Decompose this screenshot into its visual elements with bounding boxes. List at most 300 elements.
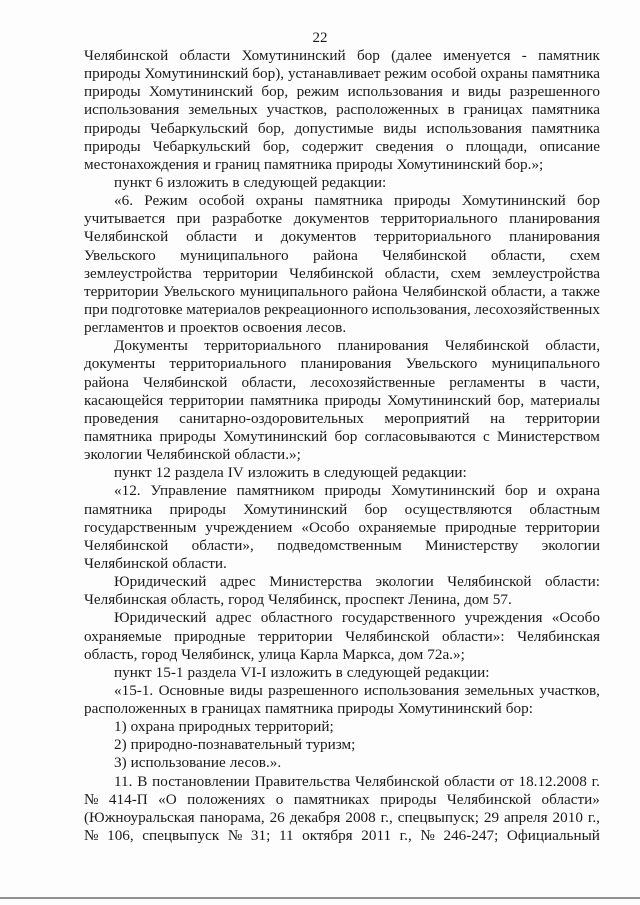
text-line [84, 410, 600, 428]
text-line [84, 283, 600, 301]
word: Управление [150, 482, 227, 500]
word: подведомственным [277, 536, 402, 554]
word: Хомутининский [241, 47, 346, 64]
word: туризм; [306, 736, 356, 754]
word: Юридический [114, 573, 207, 591]
word: документы [84, 355, 156, 373]
word: Челябинской [355, 772, 440, 790]
word: экологии [84, 446, 143, 464]
word: материалы [530, 391, 600, 409]
word: В [137, 772, 148, 790]
word: участков, [539, 681, 600, 699]
word: природы [337, 700, 394, 718]
word: осуществляются [404, 500, 513, 518]
word: Хомутининский [387, 391, 492, 409]
word: природы [159, 427, 216, 445]
word: части, [560, 373, 600, 391]
word: планирования [337, 337, 429, 355]
word: учреждением [205, 518, 293, 536]
word: природы [324, 482, 382, 500]
word: виды [383, 119, 417, 137]
word: разрешенного [509, 83, 600, 101]
text-line [84, 628, 600, 646]
word: (далее [391, 47, 432, 64]
word: использования [363, 681, 460, 699]
word: и [167, 319, 176, 337]
text-line [84, 265, 600, 283]
word: района [352, 282, 398, 300]
word: Чебаркульский [152, 137, 251, 155]
word: Документы [114, 337, 188, 355]
word: области», [191, 536, 254, 554]
word: дом [464, 591, 489, 609]
word: освоения [242, 319, 303, 337]
word: проспект [345, 591, 405, 609]
text-line [84, 827, 600, 845]
word: содержит [301, 137, 364, 155]
word: Хомутининский [243, 500, 348, 518]
word: изложить [167, 173, 229, 191]
word: город [228, 591, 265, 609]
word: редакции: [424, 663, 490, 681]
word: бор), [252, 65, 285, 83]
word: редакции: [402, 464, 467, 482]
word: схем [450, 264, 481, 282]
word: землеустройства [84, 264, 192, 282]
word: области»: [442, 627, 505, 645]
word: рекреационного [263, 300, 369, 318]
word: Хомутининский [144, 65, 249, 83]
word: область, [84, 645, 138, 663]
text-line [84, 83, 600, 101]
word: памятника [314, 192, 383, 210]
text-line [84, 210, 600, 228]
text-line [84, 319, 600, 337]
text-line [84, 65, 600, 83]
word: лесов.». [229, 754, 282, 772]
text-line [84, 773, 600, 791]
word: виды [229, 681, 263, 699]
word: области [444, 772, 495, 790]
word: г. [591, 772, 600, 790]
word: территории [169, 391, 244, 409]
word: муниципального [239, 282, 349, 300]
word: расположенных [84, 700, 187, 718]
word: лесохозяйственные [310, 373, 436, 391]
word: № [227, 827, 243, 845]
word: 72а.»; [427, 645, 465, 663]
word: область, [170, 591, 225, 609]
word: Хомутининский [396, 155, 501, 173]
word: природы [169, 500, 226, 518]
word: в [190, 700, 198, 718]
word: Хомутининский [223, 427, 328, 445]
text-line [84, 754, 600, 772]
word: изложить [270, 663, 332, 681]
word: бор [356, 47, 380, 64]
word: октября [302, 827, 353, 845]
body-text [84, 47, 600, 845]
word: пункт [114, 663, 152, 681]
word: природы [84, 65, 141, 83]
word: Челябинск, [181, 645, 255, 663]
word: Министерством [496, 427, 600, 445]
word: в [335, 663, 343, 681]
word: Челябинской [345, 627, 430, 645]
text-line [84, 809, 600, 827]
word: г., [380, 808, 393, 826]
word: 106, [107, 827, 134, 845]
word: бор [334, 427, 358, 445]
word: 414-П [108, 790, 148, 808]
word: охраны [255, 192, 304, 210]
word: 18.12.2008 [518, 772, 587, 790]
word: природы [324, 391, 382, 409]
word: и [254, 228, 263, 246]
word: адрес [219, 573, 256, 591]
text-line [84, 791, 600, 809]
word: Официальный [506, 827, 600, 845]
word: 15-1 [155, 663, 184, 681]
text-line [84, 537, 600, 555]
word: Ленина, [408, 591, 461, 609]
word: охраняемые [358, 518, 437, 536]
word: бор, [497, 391, 525, 409]
word: границ [214, 155, 260, 173]
word: бор [364, 500, 388, 518]
text-line [84, 228, 600, 246]
word: памятника [264, 700, 334, 718]
word: природы [84, 83, 141, 101]
word: экологии [541, 536, 600, 554]
word: 11 [278, 827, 294, 845]
word: бор, [257, 119, 285, 137]
word: пункт [114, 173, 152, 191]
word: 2) [114, 736, 127, 754]
word: разработке [212, 210, 283, 228]
word: земельных [188, 101, 258, 119]
word: адрес [215, 609, 252, 627]
word: местонахождения [84, 155, 199, 173]
text-line [84, 700, 600, 718]
word: документов [293, 210, 370, 228]
word: 29 [483, 808, 500, 826]
word: 1) [114, 718, 127, 736]
word: использования [84, 101, 180, 119]
text-line [84, 101, 600, 119]
word: мероприятий [384, 409, 470, 427]
word: спецвыпуск [142, 827, 220, 845]
word: Челябинской [447, 573, 532, 591]
word: Челябинской [84, 228, 169, 246]
word: области [179, 47, 231, 64]
word: режим [296, 83, 340, 101]
word: согласовываются [364, 427, 476, 445]
word: Режим [144, 192, 188, 210]
word: территории [203, 264, 278, 282]
text-line [84, 482, 600, 500]
word: спецвыпуск; [397, 808, 479, 826]
word: Маркса, [342, 645, 395, 663]
word: 2011 [361, 827, 392, 845]
word: Челябинской [146, 446, 231, 464]
text-line [84, 337, 600, 355]
text-line [84, 736, 600, 754]
text-line [84, 591, 600, 609]
word: материалов [186, 300, 261, 318]
word: памятником [236, 482, 315, 500]
word: области [186, 228, 237, 246]
word: Карла [299, 645, 339, 663]
word: Челябинской [84, 554, 169, 572]
word: положениях [187, 790, 266, 808]
word: района [84, 373, 129, 391]
word: «15-1. [114, 681, 154, 699]
word: раздела [187, 663, 237, 681]
word: - [521, 47, 527, 64]
text-line [84, 156, 600, 174]
word: 2010 [552, 808, 583, 826]
word: г., [587, 808, 600, 826]
word: IV [227, 464, 244, 482]
word: апреля [504, 808, 548, 826]
word: о [445, 137, 454, 155]
word: Челябинск, [268, 591, 342, 609]
word: учреждения [464, 609, 543, 627]
word: улица [258, 645, 296, 663]
word: «Особо [551, 609, 600, 627]
word: Челябинской [402, 282, 487, 300]
word: природы [84, 137, 141, 155]
word: и [451, 83, 460, 101]
word: от [499, 772, 514, 790]
word: Челябинская [517, 627, 600, 645]
word: землеустройства [492, 264, 600, 282]
word: Юридический [114, 609, 207, 627]
word: при [176, 210, 201, 228]
word: касающейся [84, 391, 164, 409]
word: описание [539, 137, 600, 155]
word: природы [393, 192, 451, 210]
word: муниципального [491, 355, 600, 373]
word: территориального [380, 210, 498, 228]
word: территориального [374, 228, 492, 246]
text-line [84, 355, 600, 373]
text-line [84, 646, 600, 664]
word: области. [172, 554, 227, 572]
word: (Южноуральская [84, 808, 195, 826]
page-number: 22 [312, 30, 328, 46]
word: Хомутининский [397, 700, 502, 718]
word: участков, [266, 101, 328, 119]
word: памятника [84, 500, 153, 518]
word: Челябинская [84, 591, 167, 609]
word: VI-I [240, 663, 267, 681]
word: № [84, 790, 99, 808]
text-line [84, 428, 600, 446]
text-line [84, 247, 600, 265]
word: 2008 [345, 808, 376, 826]
text-line [84, 301, 600, 319]
text-line [84, 464, 600, 482]
word: охраняемые [84, 627, 162, 645]
word: Челябинской [289, 264, 374, 282]
word: использования [426, 119, 522, 137]
word: границах [201, 700, 261, 718]
text-line [84, 718, 600, 736]
word: памятник [538, 47, 600, 64]
text-line [84, 47, 600, 65]
word: памятника [531, 101, 600, 119]
word: в [447, 101, 455, 119]
word: Министерству [425, 536, 519, 554]
word: области, [384, 264, 440, 282]
word: Челябинской [446, 790, 532, 808]
word: природно-познавательный [130, 736, 303, 754]
word: бор, [262, 137, 290, 155]
word: области» [541, 790, 600, 808]
word: границах [463, 101, 523, 119]
word: проведения [84, 409, 159, 427]
text-line [84, 519, 600, 537]
word: планирования [509, 210, 600, 228]
word: использования [347, 83, 443, 101]
word: учитывается [84, 210, 166, 228]
word: Чебаркульский [150, 119, 249, 137]
word: Увельского [405, 355, 478, 373]
word: следующей [346, 663, 421, 681]
word: памятника [250, 391, 319, 409]
word: области: [544, 573, 600, 591]
word: памятника [531, 65, 600, 83]
word: государственным [84, 518, 197, 536]
word: 31; [250, 827, 271, 845]
word: с [483, 427, 490, 445]
word: допустимые [294, 119, 374, 137]
word: проектов [179, 319, 239, 337]
word: при [84, 300, 108, 318]
text-line [84, 374, 600, 392]
word: лесов. [306, 319, 347, 337]
word: подготовке [111, 300, 183, 318]
word: в [232, 173, 240, 191]
word: территории [525, 518, 600, 536]
word: Челябинской [382, 246, 467, 264]
word: Хомутининский [390, 482, 496, 500]
word: в [538, 373, 547, 391]
word: Челябинской [84, 536, 169, 554]
word: территории [84, 282, 159, 300]
word: и [202, 155, 211, 173]
word: устанавливает [287, 65, 381, 83]
word: декабря [289, 808, 341, 826]
text-line [84, 664, 600, 682]
word: природные [174, 627, 246, 645]
word: планирования [300, 355, 392, 373]
word: площади, [465, 137, 528, 155]
word: бор [504, 482, 528, 500]
word: области, [545, 337, 600, 355]
word: № [420, 827, 435, 845]
text-line [84, 555, 600, 573]
word: области, [490, 246, 546, 264]
word: документов [280, 228, 357, 246]
word: Челябинской [444, 337, 530, 355]
word: природные [445, 518, 517, 536]
text-line [84, 573, 600, 591]
word: бор.»; [504, 155, 544, 173]
text-line [84, 138, 600, 156]
word: схем [569, 246, 600, 264]
word: территориального [169, 355, 287, 373]
word: редакции: [321, 173, 387, 191]
word: Челябинской [143, 373, 228, 391]
word: Челябинской [84, 47, 169, 64]
word: территории [258, 627, 333, 645]
word: памятника [84, 427, 153, 445]
word: природы [84, 119, 141, 137]
word: Увельского [84, 246, 156, 264]
word: 12 [155, 464, 171, 482]
word: области.»; [234, 446, 301, 464]
word: памятника [263, 155, 333, 173]
word: планирования [509, 228, 600, 246]
word: постановлении [152, 772, 250, 790]
word: режим [384, 65, 427, 83]
text-line [84, 392, 600, 410]
word: охрана [555, 482, 600, 500]
word: Правительства [254, 772, 351, 790]
word: использования, [371, 300, 471, 318]
word: области, [491, 282, 546, 300]
word: природы [336, 155, 393, 173]
word: Министерства [269, 573, 362, 591]
word: на [490, 409, 505, 427]
word: «О [158, 790, 177, 808]
word: город [141, 645, 178, 663]
word: санитарно-оздоровительных [179, 409, 364, 427]
text-line [84, 501, 600, 519]
word: а [550, 282, 558, 300]
word: «12. [114, 482, 141, 500]
word: природы [379, 790, 437, 808]
word: особой [198, 192, 245, 210]
word: областным [529, 500, 600, 518]
word: 57. [492, 591, 512, 609]
word: № [84, 827, 99, 845]
word: памятниках [293, 790, 370, 808]
word: Основные [158, 681, 225, 699]
word: и [537, 482, 546, 500]
word: 11. [114, 772, 133, 790]
word: бор [577, 192, 600, 210]
word: разрешенного [268, 681, 359, 699]
word: охраны [480, 65, 528, 83]
word: Увельского [163, 282, 236, 300]
word: особой [430, 65, 477, 83]
word: раздела [174, 464, 224, 482]
word: территориального [204, 337, 322, 355]
text-line [84, 192, 600, 210]
word: экологии [375, 573, 434, 591]
word: областного [260, 609, 333, 627]
word: «Особо [301, 518, 350, 536]
word: природных [178, 718, 251, 736]
word: о [275, 790, 284, 808]
word: 26 [269, 808, 285, 826]
word: виды [467, 83, 502, 101]
word: также [561, 282, 600, 300]
